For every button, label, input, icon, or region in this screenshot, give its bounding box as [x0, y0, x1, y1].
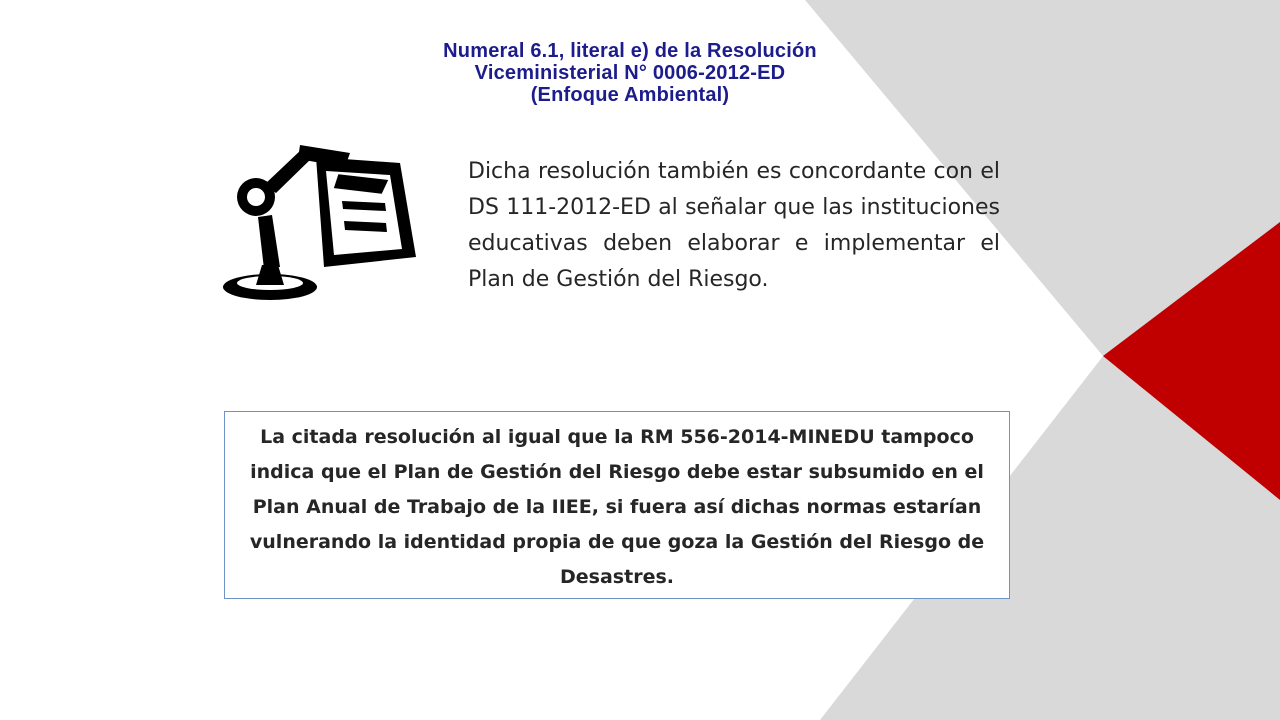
slide-title — [330, 40, 930, 106]
title-line-1: Numeral 6.1, literal e) de la Resolución — [443, 40, 817, 62]
document-lamp-icon — [220, 145, 420, 310]
body-text: Dicha resolución también es concordante con el DS 111-2012-ED al señalar que las instituciones educativas deben elaborar e implementar el Plan de Gestión del Riesgo. — [468, 159, 1000, 292]
body-paragraph — [468, 154, 1000, 298]
callout-box — [224, 411, 1010, 599]
title-line-2: Viceministerial N° 0006-2012-ED — [474, 62, 786, 84]
callout-text: La citada resolución al igual que la RM 556-2014-MINEDU tampoco indica que el Plan de Gestión del Riesgo debe estar subsumido en el Plan Anual de Trabajo de la IIEE, si fuera así dichas normas estarían vulnerando la identidad propia de que goza la Gestión del Riesgo de Desastres. — [249, 426, 985, 588]
title-line-3: (Enfoque Ambiental) — [530, 84, 730, 106]
